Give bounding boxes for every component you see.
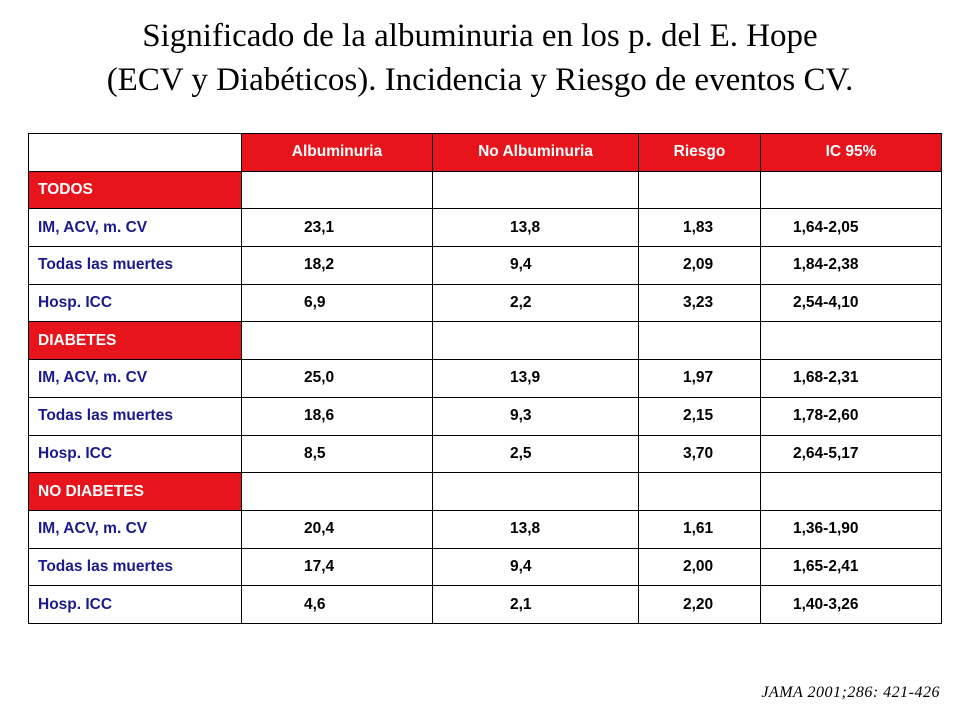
ic95-value: 1,40-3,26 [761, 586, 942, 624]
ic95-value: 2,54-4,10 [761, 284, 942, 322]
empty-cell [433, 473, 639, 511]
section-row [29, 322, 942, 360]
row-label: IM, ACV, m. CV [29, 209, 242, 247]
riesgo-value: 2,15 [639, 397, 761, 435]
header-row [29, 134, 942, 172]
albuminuria-value: 25,0 [242, 360, 433, 398]
no-albuminuria-value: 9,4 [433, 548, 639, 586]
albuminuria-value: 6,9 [242, 284, 433, 322]
albuminuria-value: 8,5 [242, 435, 433, 473]
row-label: Todas las muertes [29, 247, 242, 285]
albuminuria-value: 20,4 [242, 510, 433, 548]
section-label: DIABETES [29, 322, 242, 360]
row-label: Hosp. ICC [29, 435, 242, 473]
ic95-value: 1,36-1,90 [761, 510, 942, 548]
empty-cell [761, 473, 942, 511]
no-albuminuria-value: 13,9 [433, 360, 639, 398]
empty-cell [433, 322, 639, 360]
empty-cell [242, 322, 433, 360]
albuminuria-value: 17,4 [242, 548, 433, 586]
section-row [29, 473, 942, 511]
empty-cell [639, 322, 761, 360]
title-line-1: Significado de la albuminuria en los p. del E. Hope [142, 18, 818, 54]
riesgo-value: 1,83 [639, 209, 761, 247]
row-label: IM, ACV, m. CV [29, 360, 242, 398]
citation: JAMA 2001;286: 421-426 [761, 684, 940, 701]
row-label: Todas las muertes [29, 548, 242, 586]
no-albuminuria-value: 13,8 [433, 510, 639, 548]
table-row [29, 510, 942, 548]
riesgo-value: 3,23 [639, 284, 761, 322]
riesgo-value: 1,97 [639, 360, 761, 398]
ic95-value: 2,64-5,17 [761, 435, 942, 473]
empty-cell [242, 473, 433, 511]
row-label: Hosp. ICC [29, 586, 242, 624]
slide-title [0, 14, 960, 102]
table-row [29, 435, 942, 473]
ic95-value: 1,78-2,60 [761, 397, 942, 435]
header-corner-cell [29, 134, 242, 172]
col-header-albuminuria: Albuminuria [242, 134, 433, 172]
table-row [29, 247, 942, 285]
table-row [29, 360, 942, 398]
section-label: TODOS [29, 171, 242, 209]
section-row [29, 171, 942, 209]
albuminuria-value: 18,6 [242, 397, 433, 435]
empty-cell [761, 322, 942, 360]
ic95-value: 1,65-2,41 [761, 548, 942, 586]
no-albuminuria-value: 9,4 [433, 247, 639, 285]
albuminuria-value: 23,1 [242, 209, 433, 247]
table-row [29, 548, 942, 586]
no-albuminuria-value: 2,2 [433, 284, 639, 322]
riesgo-value: 2,00 [639, 548, 761, 586]
empty-cell [242, 171, 433, 209]
table-row [29, 397, 942, 435]
col-header-riesgo: Riesgo [639, 134, 761, 172]
table-row [29, 209, 942, 247]
ic95-value: 1,64-2,05 [761, 209, 942, 247]
row-label: Hosp. ICC [29, 284, 242, 322]
row-label: IM, ACV, m. CV [29, 510, 242, 548]
no-albuminuria-value: 2,1 [433, 586, 639, 624]
empty-cell [639, 171, 761, 209]
section-label: NO DIABETES [29, 473, 242, 511]
ic95-value: 1,68-2,31 [761, 360, 942, 398]
ic95-value: 1,84-2,38 [761, 247, 942, 285]
empty-cell [761, 171, 942, 209]
title-line-2: (ECV y Diabéticos). Incidencia y Riesgo de eventos CV. [106, 62, 854, 98]
riesgo-value: 2,09 [639, 247, 761, 285]
albuminuria-value: 4,6 [242, 586, 433, 624]
row-label: Todas las muertes [29, 397, 242, 435]
empty-cell [433, 171, 639, 209]
albuminuria-value: 18,2 [242, 247, 433, 285]
riesgo-value: 1,61 [639, 510, 761, 548]
col-header-ic95: IC 95% [761, 134, 942, 172]
table-row [29, 284, 942, 322]
riesgo-value: 3,70 [639, 435, 761, 473]
no-albuminuria-value: 9,3 [433, 397, 639, 435]
no-albuminuria-value: 13,8 [433, 209, 639, 247]
col-header-no-albuminuria: No Albuminuria [433, 134, 639, 172]
empty-cell [639, 473, 761, 511]
riesgo-value: 2,20 [639, 586, 761, 624]
table-row [29, 586, 942, 624]
no-albuminuria-value: 2,5 [433, 435, 639, 473]
incidence-risk-table [28, 133, 942, 624]
